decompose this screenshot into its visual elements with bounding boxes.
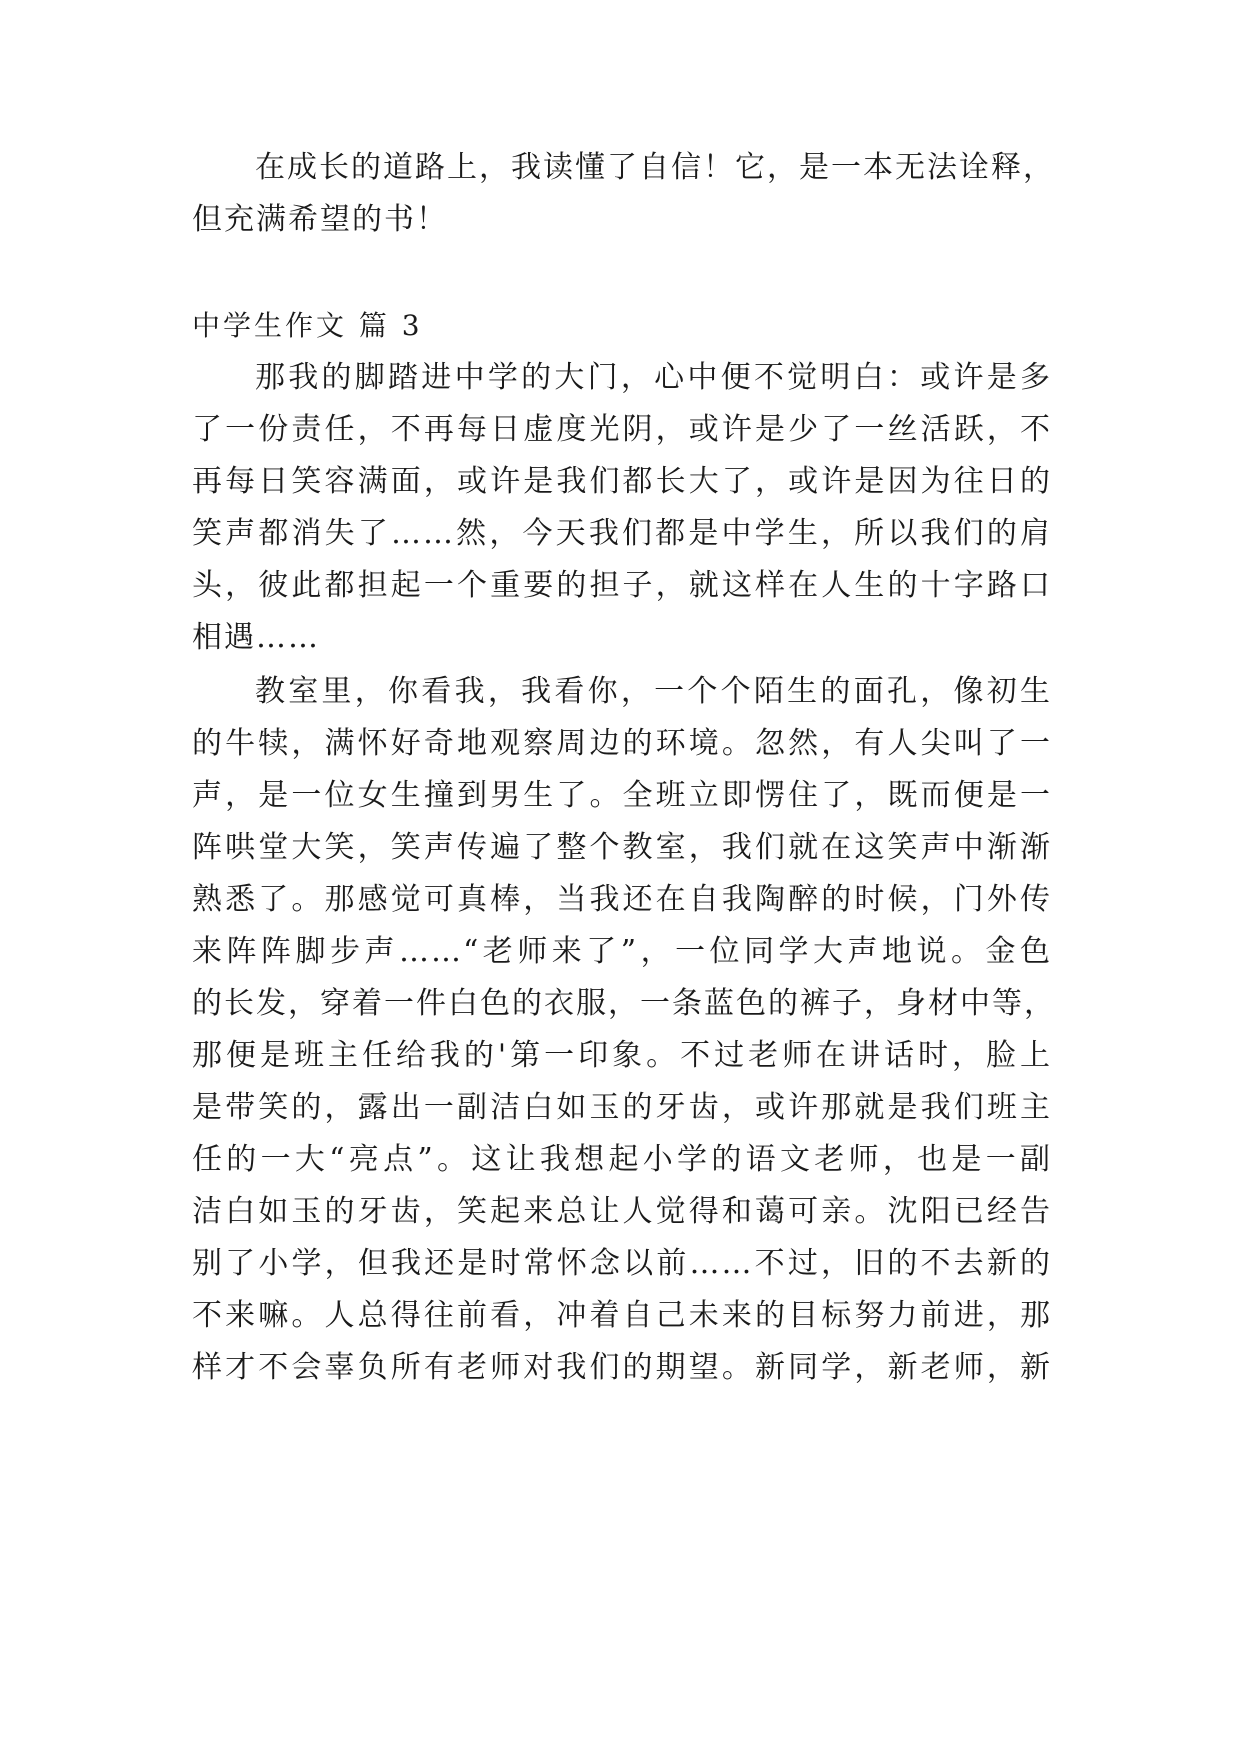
paragraph-2-line-4: 笑声都消失了……然，今天我们都是中学生，所以我们的肩 — [192, 516, 1052, 551]
paragraph-2-line-5: 头，彼此都担起一个重要的担子，就这样在人生的十字路口 — [192, 568, 1052, 603]
paragraph-3-line-9: 是带笑的，露出一副洁白如玉的牙齿，或许那就是我们班主 — [192, 1090, 1052, 1125]
paragraph-3-line-7: 的长发，穿着一件白色的衣服，一条蓝色的裤子，身材中等， — [192, 986, 1056, 1021]
paragraph-3-line-14: 样才不会辜负所有老师对我们的期望。新同学，新老师，新 — [192, 1350, 1052, 1385]
paragraph-3-line-2: 的牛犊，满怀好奇地观察周边的环境。忽然，有人尖叫了一 — [192, 726, 1052, 761]
paragraph-3-line-10: 任的一大“亮点”。这让我想起小学的语文老师，也是一副 — [192, 1142, 1052, 1177]
paragraph-3-line-11: 洁白如玉的牙齿，笑起来总让人觉得和蔼可亲。沈阳已经告 — [192, 1194, 1052, 1229]
paragraph-1-line-1: 在成长的道路上，我读懂了自信！它，是一本无法诠释， — [255, 150, 1055, 185]
paragraph-3-line-6: 来阵阵脚步声……“老师来了”，一位同学大声地说。金色 — [192, 934, 1052, 969]
paragraph-3-line-5: 熟悉了。那感觉可真棒，当我还在自我陶醉的时候，门外传 — [192, 882, 1052, 917]
paragraph-2-line-6: 相遇…… — [192, 620, 320, 655]
paragraph-2-line-3: 再每日笑容满面，或许是我们都长大了，或许是因为往日的 — [192, 464, 1052, 499]
paragraph-2-line-1: 那我的脚踏进中学的大门，心中便不觉明白：或许是多 — [255, 360, 1052, 395]
paragraph-3-line-1: 教室里，你看我，我看你，一个个陌生的面孔，像初生 — [255, 674, 1052, 709]
paragraph-3-line-8: 那便是班主任给我的'第一印象。不过老师在讲话时，脸上 — [192, 1038, 1052, 1073]
paragraph-3-line-4: 阵哄堂大笑，笑声传遍了整个教室，我们就在这笑声中渐渐 — [192, 830, 1052, 865]
paragraph-3-line-3: 声，是一位女生撞到男生了。全班立即愣住了，既而便是一 — [192, 778, 1052, 813]
paragraph-2-line-2: 了一份责任，不再每日虚度光阴，或许是少了一丝活跃，不 — [192, 412, 1052, 447]
paragraph-3-line-13: 不来嘛。人总得往前看，冲着自己未来的目标努力前进，那 — [192, 1298, 1052, 1333]
paragraph-1-line-2: 但充满希望的书！ — [192, 202, 448, 237]
paragraph-3-line-12: 别了小学，但我还是时常怀念以前……不过，旧的不去新的 — [192, 1246, 1052, 1281]
section-heading: 中学生作文 篇 3 — [192, 309, 423, 342]
